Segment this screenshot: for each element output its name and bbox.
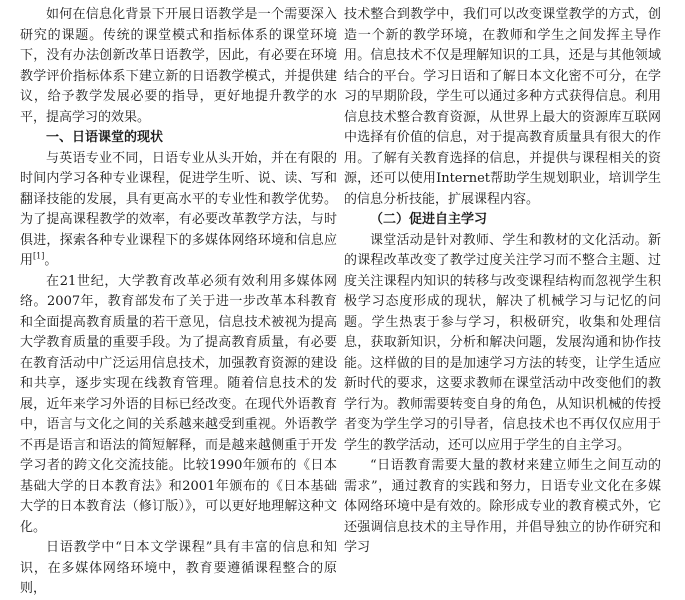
- citation-ref: [1]: [33, 251, 45, 261]
- right-column: [344, 5, 661, 559]
- paragraph-text: 与英语专业不同，日语专业从头开始，并在有限的时间内学习各种专业课程，促进学生听、说、读、写和翻译技能的发展，具有更高水平的专业性和教学优势。为了提高课程教学的效率，有必要改革教学方法，与时俱进，探索各种专业课程下的多媒体网络环境和信息应用: [20, 150, 337, 268]
- paragraph-continued: 技术整合到教学中，我们可以改变课堂教学的方式，创造一个新的教学环境，在教师和学生之间发挥主导作用。信息技术不仅是理解知识的工具，还是与其他领域结合的平台。学习日语和了解日本文化密不可分，在学习的早期阶段，学生可以通过多种方式获得信息。利用信息技术整合教育资源，从世界上最大的资源库互联网中选择有价值的信息，对于提高教育质量具有很大的作用。了解有关教育选择的信息，并提供与课程相关的资源，还可以使用Internet帮助学生规划职业，培训学生的信息分析技能，扩展课程内容。: [344, 7, 661, 207]
- paragraph-literature-course: 日语教学中“日本文学课程”具有丰富的信息和知识，在多媒体网络环境中，教育要遵循课程整合的原则，: [20, 540, 337, 596]
- paragraph-end: 。: [44, 253, 58, 268]
- paragraph-classroom-activities: 课堂活动是针对教师、学生和教材的文化活动。新的课程改革改变了教学过度关注学习而不整合主题、过度关注课程内知识的转移与改变课程结构而忽视学生积极学习态度形成的现状，解决了机械学习与记忆的问题。学生热衷于参与学习，积极研究，收集和处理信息，获取新知识，分析和解决问题，发展沟通和协作技能。这样做的目的是加速学习方法的转变，让学生适应新时代的要求，这要求教师在课堂活动中改变他们的教学行为。教师需要转变自身的角色，从知识机械的传授者变为学生学习的引导者，信息技术也不再仅仅应用于学生的教学活动，还可以应用于学生的自主学习。: [344, 232, 661, 453]
- section-heading-self-learning: （二）促进自主学习: [370, 212, 488, 227]
- left-column: [20, 5, 337, 600]
- paragraph-japanese-major: [20, 149, 337, 272]
- paragraph-21st-century: 在21世纪，大学教育改革必须有效利用多媒体网络。2007年，教育部发布了关于进一步改革本科教育和全面提高教育质量的若干意见，信息技术被视为提高大学教育质量的重要手段。为了提高教育质量，有必要在教育活动中广泛运用信息技术，加强教育资源的建设和共享，逐步实现在线教育管理。随着信息技术的发展，近年来学习外语的目标已经改变。在现代外语教育中，语言与文化之间的关系越来越受到重视。外语教学不再是语言和语法的简短解释，而是越来越侧重于开发学习者的跨文化交流技能。比较1990年颁布的《日本基础大学的日本教育法》和2001年颁布的《日本基础大学的日本教育法（修订版）》，可以更好地理解这种文化。: [20, 273, 337, 535]
- paragraph-japanese-education: “日语教育需要大量的教材来建立师生之间互动的需求”，通过教育的实践和努力，日语专业文化在多媒体网络环境中是有效的。除形成专业的教育模式外，它还强调信息技术的主导作用，并倡导独立的协作研究和学习: [344, 458, 661, 555]
- intro-paragraph: 如何在信息化背景下开展日语教学是一个需要深入研究的课题。传统的课堂模式和指标体系的课堂环境下，没有办法创新改革日语教学，因此，有必要在环境教学评价指标体系下建立新的日语教学模式，并提供建议，给予教学发展必要的指导，更好地提升教学的水平，提高学习的效果。: [20, 7, 337, 125]
- section-heading-classroom-status: 一、日语课堂的现状: [46, 130, 164, 145]
